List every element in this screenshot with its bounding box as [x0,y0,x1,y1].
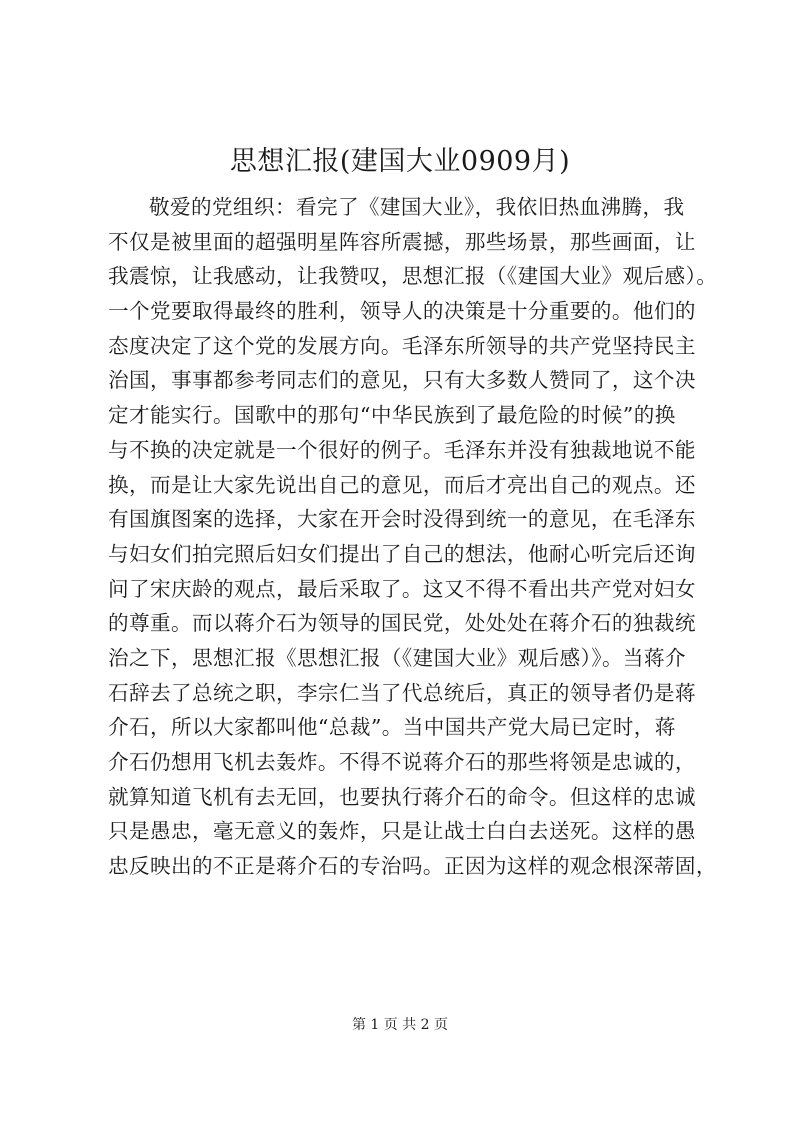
paragraph-line: 石辞去了总统之职，李宗仁当了代总统后，真正的领导者仍是蒋 [108,680,696,705]
paragraph-line: 敬爱的党组织：看完了《建国大业》，我依旧热血沸腾，我 [149,195,685,219]
paragraph-line: 就算知道飞机有去无回，也要执行蒋介石的命令。但这样的忠诚 [108,784,696,809]
document-title: 思想汇报(建国大业0909月) [229,146,571,177]
paragraph-line: 我震惊，让我感动，让我赞叹，思想汇报（《建国大业》观后感）。 [108,264,718,289]
paragraph-line: 与妇女们拍完照后妇女们提出了自己的想法，他耐心听完后还询 [108,541,696,566]
paragraph-line: 只是愚忠，毫无意义的轰炸，只是让战士白白去送死。这样的愚 [108,819,696,844]
document-body [108,190,748,884]
paragraph-line: 介石仍想用飞机去轰炸。不得不说蒋介石的那些将领是忠诚的， [108,750,696,774]
paragraph-line: 换，而是让大家先说出自己的意见，而后才亮出自己的观点。还 [108,472,696,497]
paragraph-line: 有国旗图案的选择，大家在开会时没得到统一的意见，在毛泽东 [108,507,696,532]
paragraph-line: 不仅是被里面的超强明星阵容所震撼，那些场景，那些画面，让 [108,229,696,254]
paragraph-line: 与不换的决定就是一个很好的例子。毛泽东并没有独裁地说不能 [108,437,696,462]
paragraph-line: 一个党要取得最终的胜利，领导人的决策是十分重要的。他们的 [108,299,696,324]
paragraph-line: 介石，所以大家都叫他“总裁”。当中国共产党大局已定时，蒋 [108,715,676,740]
paragraph-line: 态度决定了这个党的发展方向。毛泽东所领导的共产党坚持民主 [108,333,696,358]
paragraph-line: 治之下，思想汇报《思想汇报（《建国大业》观后感）》。当蒋介 [108,645,686,670]
paragraph-line: 定才能实行。国歌中的那句“中华民族到了最危险的时候”的换 [108,403,676,428]
page-footer: 第 1 页 共 2 页 [351,1017,449,1033]
paragraph-line: 忠反映出的不正是蒋介石的专治吗。正因为这样的观念根深蒂固， [108,854,717,879]
paragraph-line: 问了宋庆龄的观点，最后采取了。这又不得不看出共产党对妇女 [108,576,696,601]
paragraph-line: 治国，事事都参考同志们的意见，只有大多数人赞同了，这个决 [108,368,696,393]
paragraph-line: 的尊重。而以蒋介石为领导的国民党，处处处在蒋介石的独裁统 [108,611,696,636]
